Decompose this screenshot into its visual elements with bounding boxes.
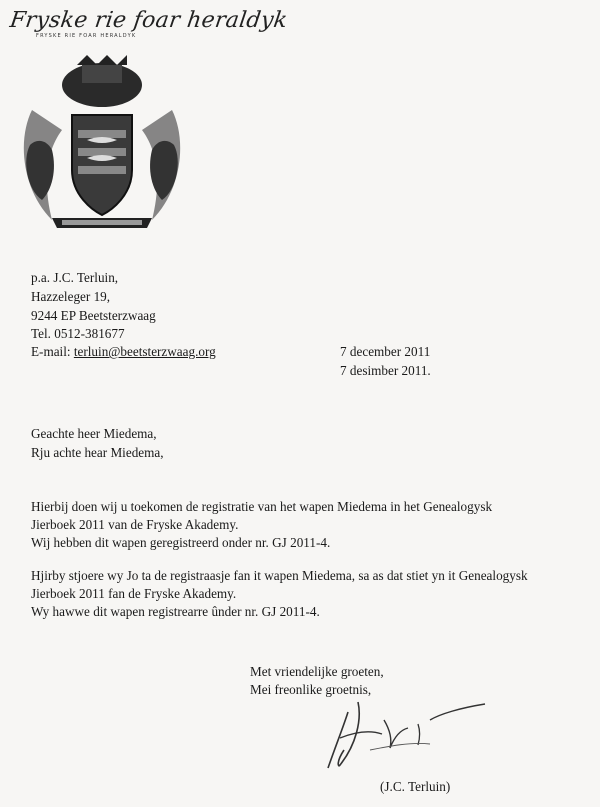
closing-dutch: Met vriendelijke groeten, (250, 664, 384, 679)
body-frisian-line-2: Jierboek 2011 fan de Fryske Akademy. (31, 586, 237, 601)
handwritten-signature (300, 690, 520, 780)
salutation-dutch: Geachte heer Miedema, (31, 426, 157, 441)
address-email-row (31, 342, 216, 361)
signatory-name: (J.C. Terluin) (380, 779, 451, 794)
organization-subline: FRYSKE RIE FOAR HERALDYK (36, 33, 137, 39)
date-frisian: 7 desimber 2011. (340, 363, 431, 378)
address-phone: Tel. 0512-381677 (31, 326, 125, 341)
body-frisian-line-1: Hjirby stjoere wy Jo ta de registraasje fan it wapen Miedema, sa as dat stiet yn it Genealogysk (31, 568, 528, 583)
address-street: Hazzeleger 19, (31, 289, 111, 304)
body-dutch-line-2: Jierboek 2011 van de Fryske Akademy. (31, 517, 239, 532)
address-city: 9244 EP Beetsterzwaag (31, 308, 156, 323)
email-link[interactable]: terluin@beetsterzwaag.org (73, 344, 216, 359)
closing-frisian: Mei freonlike groetnis, (250, 682, 372, 697)
body-frisian-line-3: Wy hawwe dit wapen registrearre ûnder nr. GJ 2011-4. (31, 604, 320, 619)
body-dutch-line-3: Wij hebben dit wapen geregistreerd onder nr. GJ 2011-4. (31, 535, 331, 550)
email-label: E-mail: (31, 344, 74, 359)
organization-name: Fryske rie foar heraldyk (8, 8, 290, 33)
address-attention: p.a. J.C. Terluin, (31, 270, 119, 285)
date-dutch: 7 december 2011 (340, 344, 431, 359)
body-dutch-line-1: Hierbij doen wij u toekomen de registratie van het wapen Miedema in het Genealogysk (31, 499, 493, 514)
salutation-frisian: Rju achte hear Miedema, (31, 445, 164, 460)
coat-of-arms-logo (12, 50, 192, 230)
